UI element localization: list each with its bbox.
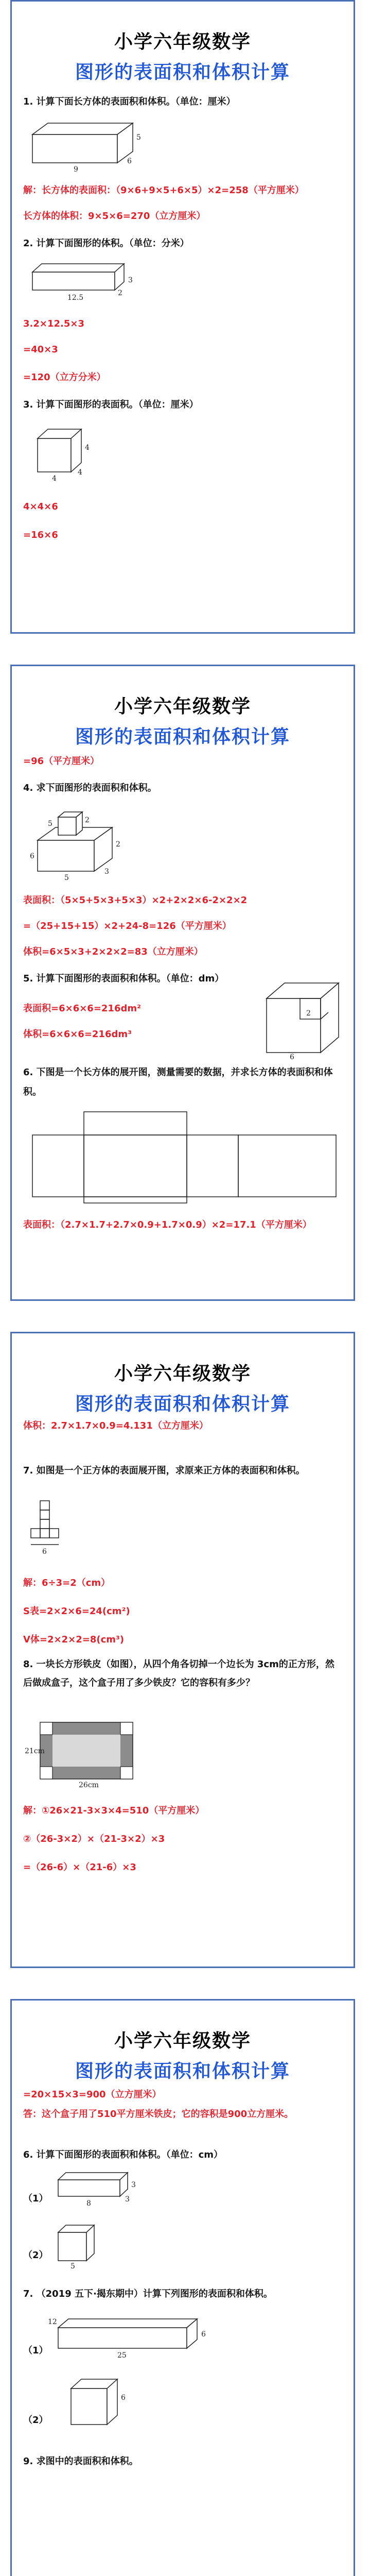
- cuboid-net-figure-q6: [27, 1107, 341, 1205]
- page-subtitle: 图形的表面积和体积计算: [75, 62, 290, 83]
- q8-answer-line-3: =（26-6）×（21-6）×3: [23, 1862, 136, 1873]
- sheet-metal-figure-q8: [25, 1717, 148, 1789]
- q2-width-label: 2: [118, 289, 122, 297]
- final-answer: 答：这个盒子用了510平方厘米铁皮；它的容积是900立方厘米。: [23, 2109, 294, 2120]
- q1-answer-surface: 解：长方体的表面积：（9×6+9×5+6×5）×2=258（平方厘米）: [23, 185, 304, 196]
- q3-edge-b: 4: [78, 468, 82, 477]
- cuboid-figure-q1: [27, 114, 146, 176]
- page-subtitle: 图形的表面积和体积计算: [75, 1394, 290, 1415]
- q2-length-label: 12.5: [67, 294, 84, 302]
- q4-dim-b: 3: [104, 868, 109, 876]
- q6-part-2-label: （2）: [23, 2250, 48, 2261]
- page-title: 小学六年级数学: [114, 31, 251, 53]
- q4-dim-a: 5: [64, 874, 69, 882]
- q4-dim-e: 2: [85, 816, 90, 824]
- q5-edge-big: 6: [290, 1053, 294, 1060]
- question-7: 7. 如图是一个正方体的表面展开图，求原来正方体的表面积和体积。: [23, 1465, 305, 1476]
- question-5: 5. 计算下面图形的表面积和体积。（单位：dm）: [23, 973, 224, 984]
- q6-1-width-label: 3: [125, 2195, 130, 2204]
- worksheet-page-3: [10, 1332, 355, 1968]
- q3-edge-a: 4: [52, 474, 57, 483]
- q7-step-2: S表=2×2×6=24(cm²): [23, 1606, 130, 1617]
- cuboid-figure-q6-1: [53, 2165, 146, 2209]
- q7-part-1-label: （1）: [23, 2345, 48, 2356]
- question-2: 2. 计算下面图形的体积。（单位：分米）: [23, 238, 189, 249]
- q6-part-1-label: （1）: [23, 2193, 48, 2204]
- cuboid-figure-q2: [27, 257, 146, 306]
- page-subtitle: 图形的表面积和体积计算: [75, 2061, 290, 2082]
- q4-answer-line-3: 体积=6×5×3+2×2×2=83（立方厘米）: [23, 946, 203, 957]
- q5-edge-small: 2: [306, 1009, 311, 1018]
- q4-dim-f: 5: [48, 820, 52, 828]
- cube-net-figure-q7: [30, 1498, 92, 1560]
- question-3: 3. 计算下面图形的表面积。（单位：厘米）: [23, 399, 199, 410]
- q8-height-label: 21cm: [25, 1747, 45, 1755]
- question-4: 4. 求下面图形的表面积和体积。: [23, 783, 157, 793]
- q4-answer-line-1: 表面积：（5×5+5×3+5×3）×2+2×2×6-2×2×2: [23, 895, 248, 906]
- q4-answer-line-2: =（25+15+15）×2+24-8=126（平方厘米）: [23, 921, 232, 931]
- cube-with-notch-figure-q5: [259, 975, 346, 1060]
- question-6: 6. 计算下面图形的表面积和体积。（单位：cm）: [23, 2149, 223, 2160]
- q2-height-label: 3: [128, 276, 133, 284]
- carryover-answer: =20×15×3=900（立方厘米）: [23, 2089, 162, 2100]
- question-7: 7. （2019 五下·揭东期中）计算下列图形的表面积和体积。: [23, 2289, 273, 2299]
- q1-width-label: 6: [127, 157, 132, 165]
- q8-answer-line-2: ②（26-3×2）×（21-3×2）×3: [23, 1834, 165, 1844]
- q7-1-width-label: 12: [48, 2318, 57, 2326]
- q6-1-height-label: 3: [131, 2181, 136, 2189]
- q3-step-1: 4×4×6: [23, 501, 58, 512]
- question-9: 9. 求图中的表面积和体积。: [23, 2456, 138, 2467]
- q7-1-height-label: 6: [201, 2330, 206, 2338]
- q2-step-3: =120（立方分米）: [23, 372, 106, 383]
- q3-edge-c: 4: [85, 444, 90, 452]
- worksheet-page-4: [10, 1999, 355, 2576]
- q7-part-2-label: （2）: [23, 2415, 48, 2426]
- q7-net-length-label: 6: [42, 1548, 47, 1556]
- q4-dim-d: 6: [30, 852, 34, 860]
- cube-figure-q3: [27, 418, 104, 485]
- carryover-answer: =96（平方厘米）: [23, 756, 100, 767]
- q6-1-length-label: 8: [86, 2199, 91, 2208]
- q7-step-3: V体=2×2×2=8(cm³): [23, 1634, 125, 1645]
- worksheet-page-1: [10, 0, 355, 634]
- question-6: 6. 下图是一个长方体的展开图，测量需要的数据，并求长方体的表面积和体积。: [23, 1067, 333, 1097]
- worksheet-page-2: [10, 665, 355, 1301]
- q5-answer-volume: 体积=6×6×6=216dm³: [23, 1029, 132, 1040]
- question-8: 8. 一块长方形铁皮（如图），从四个角各切掉一个边长为 3cm的正方形，然后做成盒子，这个盒子用了多少铁皮？它的容积有多少？: [23, 1659, 334, 1688]
- q7-2-edge-label: 6: [121, 2394, 126, 2402]
- q7-step-1: 解：6÷3=2（cm）: [23, 1578, 111, 1588]
- page-subtitle: 图形的表面积和体积计算: [75, 726, 290, 748]
- q3-step-2: =16×6: [23, 530, 58, 540]
- composite-solid-figure-q4: [27, 799, 135, 882]
- question-1: 1. 计算下面长方体的表面积和体积。（单位：厘米）: [23, 96, 236, 107]
- q2-step-2: =40×3: [23, 344, 58, 355]
- page-title: 小学六年级数学: [114, 1363, 251, 1384]
- q7-1-length-label: 25: [117, 2351, 127, 2360]
- cube-figure-q6-2: [53, 2217, 115, 2271]
- q1-length-label: 9: [74, 165, 78, 174]
- q8-answer-line-1: 解：①26×21-3×3×4=510（平方厘米）: [23, 1805, 205, 1816]
- page-title: 小学六年级数学: [114, 696, 251, 717]
- q2-step-1: 3.2×12.5×3: [23, 318, 84, 329]
- q1-height-label: 5: [136, 133, 141, 142]
- cube-figure-q7-2: [63, 2369, 135, 2433]
- page-title: 小学六年级数学: [114, 2030, 251, 2052]
- q5-answer-surface: 表面积=6×6×6=216dm²: [23, 1003, 141, 1014]
- cuboid-figure-q7-1: [48, 2310, 223, 2361]
- q4-dim-c: 2: [116, 840, 120, 849]
- carryover-answer: 体积：2.7×1.7×0.9=4.131（立方厘米）: [23, 1420, 208, 1431]
- q1-answer-volume: 长方体的体积：9×5×6=270（立方厘米）: [23, 211, 206, 222]
- q8-width-label: 26cm: [79, 1781, 99, 1789]
- q6-2-edge-label: 5: [71, 2262, 75, 2270]
- q6-answer: 表面积：（2.7×1.7+2.7×0.9+1.7×0.9）×2=17.1（平方厘米）: [23, 1219, 312, 1230]
